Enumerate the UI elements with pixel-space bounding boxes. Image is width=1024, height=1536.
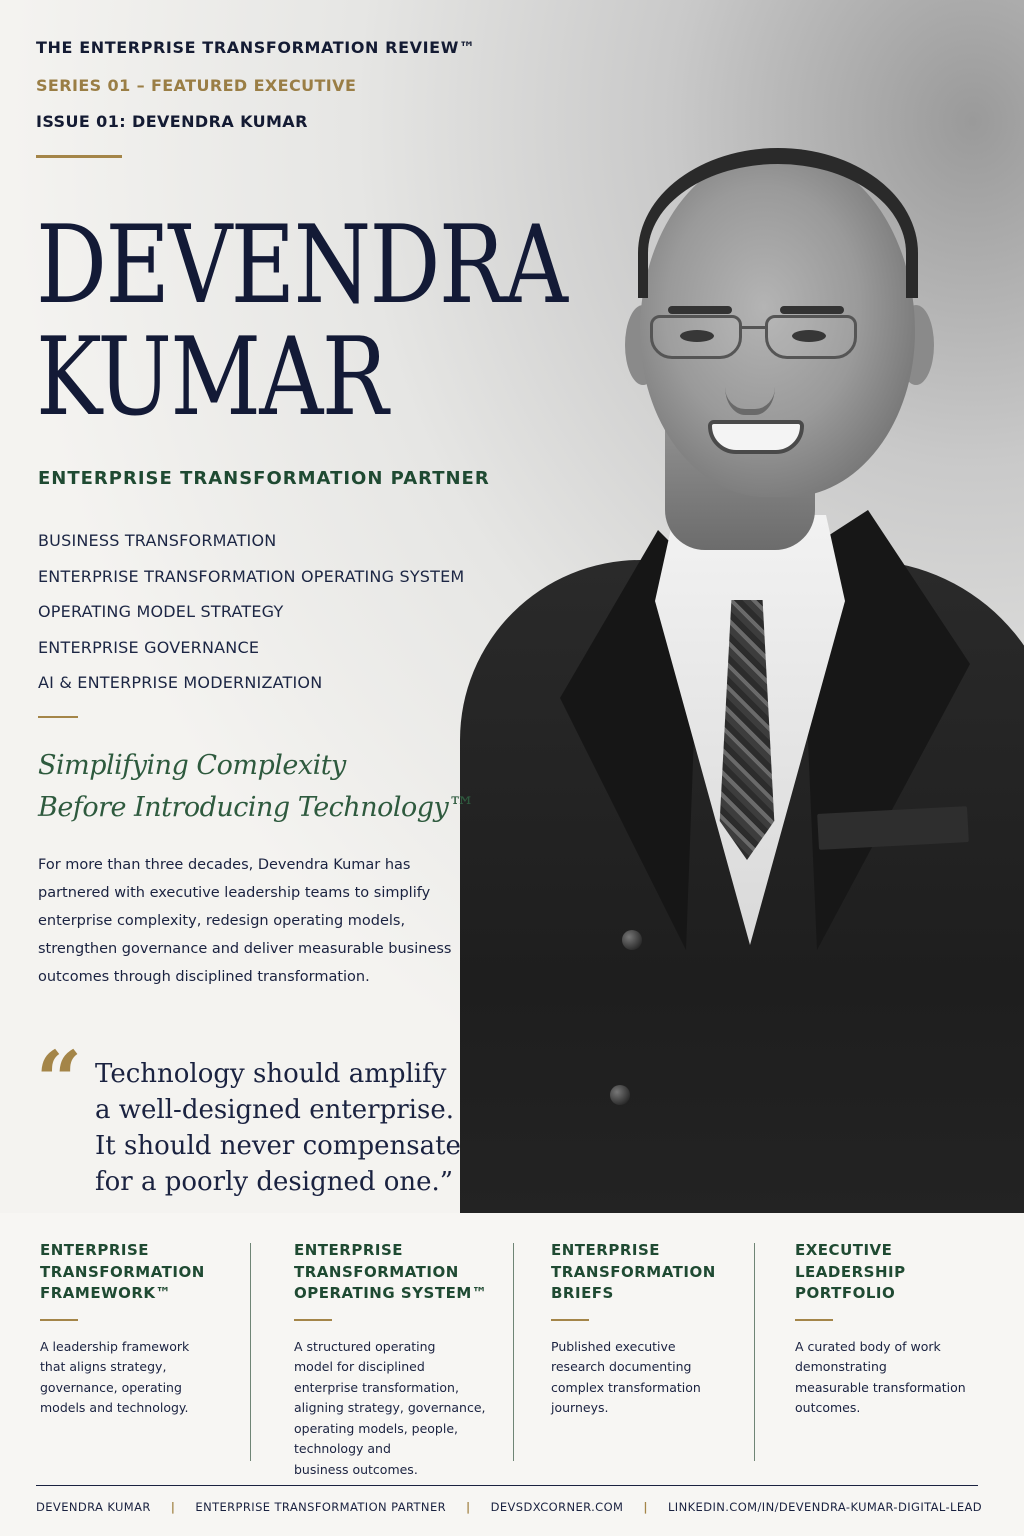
offering-description-line: business outcomes. (294, 1461, 418, 1477)
footer-website-link[interactable]: DEVSDXCORNER.COM (490, 1500, 624, 1514)
offering-description-line: A structured operating (294, 1338, 436, 1354)
executive-role: ENTERPRISE TRANSFORMATION PARTNER (38, 468, 490, 489)
tagline-line: Before Introducing Technology™ (38, 792, 475, 823)
focus-area-list (38, 523, 464, 701)
offering-title (795, 1240, 966, 1305)
footer-name: DEVENDRA KUMAR (36, 1500, 151, 1514)
offering-divider (294, 1319, 332, 1321)
column-divider (754, 1243, 755, 1461)
pull-quote (95, 1056, 461, 1200)
executive-last-name: KUMAR (36, 315, 387, 440)
offering-title-line: OPERATING SYSTEM™ (294, 1284, 488, 1302)
quote-mark-icon: “ (36, 1033, 83, 1127)
offering-title (551, 1240, 716, 1305)
offering-description-line: journeys. (551, 1400, 609, 1415)
offering-title-line: PORTFOLIO (795, 1284, 896, 1302)
executive-bio: For more than three decades, Devendra Kumar has partnered with executive leadership teams to simplify enterprise complexity, redesign operating models, strengthen governance and deliver measurable business outcomes through disciplined transformation. (38, 857, 452, 985)
portrait-nose (725, 345, 775, 415)
offering-title-line: LEADERSHIP (795, 1262, 906, 1281)
offering-description-line: aligning strategy, governance, (294, 1400, 486, 1415)
offering-title (40, 1240, 205, 1305)
offering-description-line: A curated body of work (795, 1338, 941, 1354)
offering-description-line: A leadership framework (40, 1338, 190, 1354)
offering-portfolio (795, 1240, 966, 1419)
offering-title-line: ENTERPRISE (294, 1241, 404, 1259)
offering-description (551, 1337, 716, 1419)
offering-title (294, 1240, 487, 1305)
column-divider (513, 1243, 514, 1461)
column-divider (250, 1243, 251, 1461)
offering-divider (551, 1319, 589, 1321)
focus-area-item: ENTERPRISE GOVERNANCE (38, 637, 260, 657)
offering-title-line: ENTERPRISE (40, 1241, 150, 1259)
issue-label: ISSUE 01: DEVENDRA KUMAR (36, 112, 308, 131)
portrait-smile (708, 420, 804, 454)
footer-separator: | (170, 1500, 176, 1514)
offering-framework (40, 1240, 205, 1419)
footer-linkedin-link[interactable]: LINKEDIN.COM/IN/DEVENDRA-KUMAR-DIGITAL-LEAD (667, 1500, 983, 1514)
focus-area-item: OPERATING MODEL STRATEGY (38, 602, 284, 621)
tagline-line: Simplifying Complexity (38, 750, 346, 781)
offering-description-line: research documenting (551, 1359, 692, 1374)
offering-description-line: governance, operating (40, 1379, 182, 1395)
focus-area-item: AI & ENTERPRISE MODERNIZATION (38, 673, 323, 692)
offering-title-line: EXECUTIVE (795, 1241, 893, 1259)
focus-area-item: ENTERPRISE TRANSFORMATION OPERATING SYSTEM (38, 566, 465, 586)
offering-divider (40, 1319, 78, 1321)
focus-divider (38, 716, 78, 718)
series-label: SERIES 01 – FEATURED EXECUTIVE (36, 76, 357, 95)
executive-name (36, 203, 567, 440)
offering-title-line: FRAMEWORK™ (40, 1284, 172, 1302)
publication-title: THE ENTERPRISE TRANSFORMATION REVIEW™ (36, 38, 476, 57)
offering-description-line: model for disciplined (294, 1359, 425, 1374)
portrait-glasses-bridge (742, 326, 766, 329)
offering-title-line: TRANSFORMATION (551, 1262, 716, 1281)
footer (36, 1500, 986, 1514)
pull-quote-line: It should never compensate (95, 1131, 461, 1161)
pull-quote-line: for a poorly designed one.” (95, 1167, 454, 1197)
offering-title-line: TRANSFORMATION (40, 1262, 205, 1281)
executive-first-name: DEVENDRA (36, 203, 567, 328)
offering-divider (795, 1319, 833, 1321)
offering-description-line: complex transformation (551, 1379, 701, 1395)
offering-description-line: demonstrating (795, 1359, 887, 1374)
offering-description-line: outcomes. (795, 1400, 861, 1415)
offering-description (795, 1337, 966, 1419)
pull-quote-line: a well-designed enterprise. (95, 1095, 454, 1125)
portrait-button (610, 1085, 630, 1105)
offering-title-line: TRANSFORMATION (294, 1262, 459, 1281)
footer-separator: | (643, 1500, 648, 1514)
offering-description-line: measurable transformation (795, 1379, 966, 1395)
masthead-divider (36, 155, 122, 158)
focus-area-item: BUSINESS TRANSFORMATION (38, 531, 277, 550)
offering-description (40, 1337, 205, 1419)
portrait-brow-left (668, 306, 732, 314)
offering-description-line: models and technology. (40, 1400, 189, 1415)
offering-description-line: Published executive (551, 1338, 676, 1354)
portrait-button (622, 930, 642, 950)
pull-quote-line: Technology should amplify (95, 1059, 447, 1089)
footer-role: ENTERPRISE TRANSFORMATION PARTNER (195, 1500, 446, 1514)
offering-operating-system (294, 1240, 487, 1480)
footer-separator: | (466, 1500, 471, 1514)
offering-description-line: operating models, people, (294, 1420, 459, 1436)
offering-title-line: BRIEFS (551, 1284, 614, 1302)
portrait-brow-right (780, 306, 844, 314)
offering-briefs (551, 1240, 716, 1419)
offering-description-line: that aligns strategy, (40, 1359, 167, 1374)
portrait-hair (638, 148, 918, 298)
offering-description-line: enterprise transformation, (294, 1379, 459, 1395)
tagline (38, 745, 475, 829)
offering-title-line: ENTERPRISE (551, 1241, 661, 1259)
offering-description (294, 1337, 487, 1481)
footer-divider (36, 1485, 978, 1486)
portrait-glasses-right-lens (765, 315, 857, 359)
offering-description-line: technology and (294, 1441, 391, 1456)
